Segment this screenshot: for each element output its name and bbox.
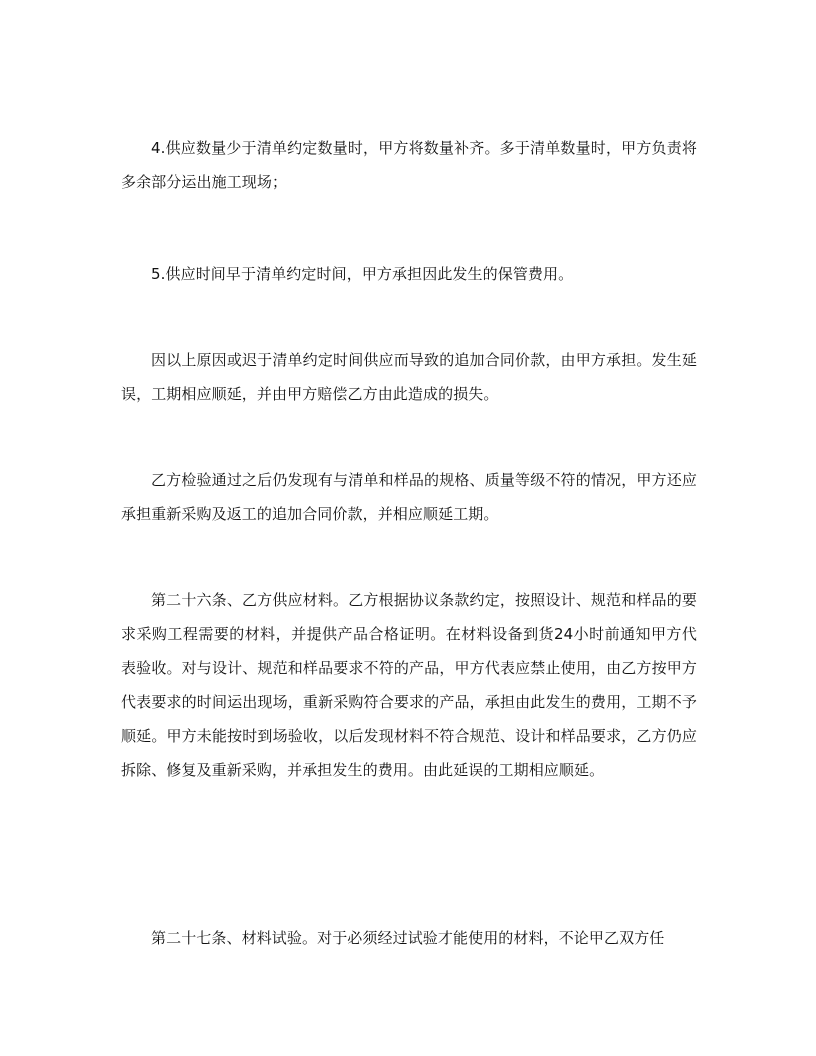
- paragraph-supply-quantity: 4.供应数量少于清单约定数量时，甲方将数量补齐。多于清单数量时，甲方负责将多余部分运出施工现场；: [121, 139, 697, 191]
- paragraph-article-27: 第二十七条、材料试验。对于必须经过试验才能使用的材料，不论甲乙双方任: [151, 929, 665, 947]
- paragraph-supply-time: 5.供应时间早于清单约定时间，甲方承担因此发生的保管费用。: [151, 265, 574, 283]
- paragraph-delay-compensation: 因以上原因或迟于清单约定时间供应而导致的追加合同价款，由甲方承担。发生延误，工期相应顺延，并由甲方赔偿乙方由此造成的损失。: [121, 351, 697, 403]
- paragraph-inspection-mismatch: 乙方检验通过之后仍发现有与清单和样品的规格、质量等级不符的情况，甲方还应承担重新采购及返工的追加合同价款，并相应顺延工期。: [121, 471, 697, 523]
- paragraph-article-26: 第二十六条、乙方供应材料。乙方根据协议条款约定，按照设计、规范和样品的要求采购工程需要的材料，并提供产品合格证明。在材料设备到货24小时前通知甲方代表验收。对与设计、规范和样品要求不符的产品，甲方代表应禁止使用，由乙方按甲方代表要求的时间运出现场，重新采购符合要求的产品，承担由此发生的费用，工期不予顺延。甲方未能按时到场验收，以后发现材料不符合规范、设计和样品要求，乙方仍应拆除、修复及重新采购，并承担发生的费用。由此延误的工期相应顺延。: [121, 591, 697, 779]
